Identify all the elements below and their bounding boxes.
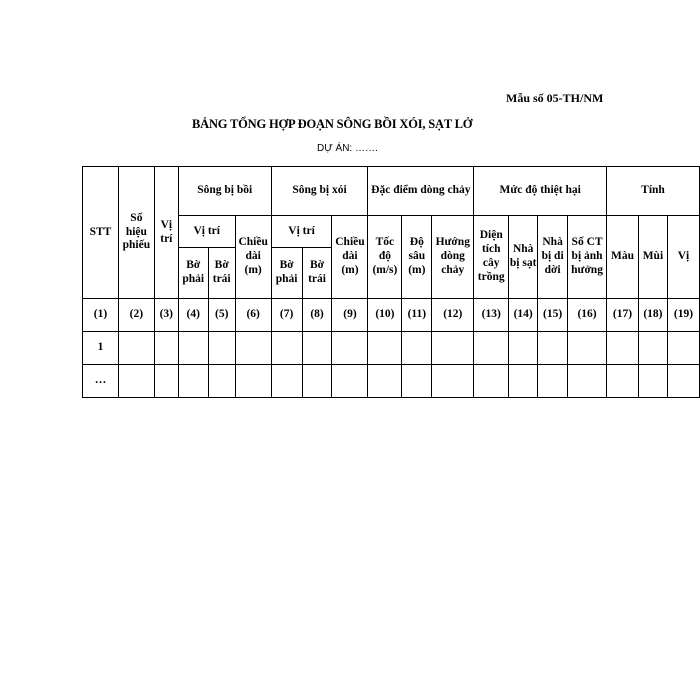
table-cell[interactable] <box>538 332 568 365</box>
col-number: (17) <box>607 299 639 332</box>
header-boi-bo-trai: Bờ trái <box>208 248 235 299</box>
col-number: (13) <box>474 299 509 332</box>
header-boi-chieu-dai: Chiều dài (m) <box>235 216 271 299</box>
col-number: (16) <box>568 299 607 332</box>
table-cell[interactable] <box>235 365 271 398</box>
table-row <box>83 332 700 365</box>
table-cell[interactable] <box>607 332 639 365</box>
table-row <box>83 365 700 398</box>
header-so-ct-anh-huong: Số CT bị ảnh hưởng <box>568 216 607 299</box>
col-number: (11) <box>402 299 432 332</box>
col-number: (8) <box>302 299 332 332</box>
page-title: BẢNG TỔNG HỢP ĐOẠN SÔNG BỒI XÓI, SẠT LỞ <box>192 117 473 131</box>
header-huong-dong-chay: Hướng dòng chảy <box>432 216 474 299</box>
table-cell[interactable] <box>538 365 568 398</box>
col-number: (7) <box>271 299 302 332</box>
header-xoi-bo-phai: Bờ phải <box>271 248 302 299</box>
table-cell[interactable] <box>402 365 432 398</box>
table-cell[interactable] <box>178 332 208 365</box>
header-song-bi-boi: Sông bị bồi <box>178 167 271 216</box>
header-stt: STT <box>83 167 119 299</box>
header-so-hieu-phieu: Số hiệu phiếu <box>118 167 154 299</box>
header-dac-diem-dong-chay: Đặc điểm dòng chảy <box>368 167 474 216</box>
header-xoi-chieu-dai: Chiều dài (m) <box>332 216 368 299</box>
table-cell[interactable] <box>509 332 538 365</box>
col-number: (5) <box>208 299 235 332</box>
header-tinh: Tính <box>607 167 700 216</box>
header-do-sau: Độ sâu (m) <box>402 216 432 299</box>
table-cell[interactable] <box>178 365 208 398</box>
table-cell[interactable] <box>332 365 368 398</box>
header-boi-bo-phai: Bờ phải <box>178 248 208 299</box>
table-cell[interactable] <box>302 365 332 398</box>
table-cell[interactable] <box>667 365 699 398</box>
table-cell[interactable] <box>118 332 154 365</box>
row-stt: … <box>83 365 119 398</box>
table-cell[interactable] <box>432 365 474 398</box>
table-cell[interactable] <box>607 365 639 398</box>
header-muc-do-thiet-hai: Mức độ thiệt hại <box>474 167 607 216</box>
header-mui: Mùi <box>638 216 667 299</box>
header-toc-do: Tốc độ (m/s) <box>368 216 402 299</box>
header-boi-vi-tri: Vị trí <box>178 216 235 248</box>
col-number: (18) <box>638 299 667 332</box>
header-vi: Vị <box>667 216 699 299</box>
header-vi-tri: Vị trí <box>154 167 178 299</box>
table-cell[interactable] <box>368 365 402 398</box>
form-code: Mẫu số 05-TH/NM <box>506 91 604 105</box>
table-cell[interactable] <box>638 365 667 398</box>
header-dien-tich-cay-trong: Diện tích cây trồng <box>474 216 509 299</box>
project-label: DỰ ÁN: ……. <box>317 143 378 154</box>
header-mau: Màu <box>607 216 639 299</box>
col-number: (9) <box>332 299 368 332</box>
table-cell[interactable] <box>568 365 607 398</box>
row-stt: 1 <box>83 332 119 365</box>
col-number: (4) <box>178 299 208 332</box>
header-xoi-vi-tri: Vị trí <box>271 216 332 248</box>
table-cell[interactable] <box>154 365 178 398</box>
header-song-bi-xoi: Sông bị xói <box>271 167 368 216</box>
table-cell[interactable] <box>402 332 432 365</box>
col-number: (3) <box>154 299 178 332</box>
col-number: (15) <box>538 299 568 332</box>
table-cell[interactable] <box>568 332 607 365</box>
summary-table <box>82 166 700 398</box>
col-number: (19) <box>667 299 699 332</box>
table-cell[interactable] <box>638 332 667 365</box>
col-number: (14) <box>509 299 538 332</box>
header-xoi-bo-trai: Bờ trái <box>302 248 332 299</box>
table-cell[interactable] <box>667 332 699 365</box>
table-cell[interactable] <box>474 365 509 398</box>
table-cell[interactable] <box>509 365 538 398</box>
table-cell[interactable] <box>432 332 474 365</box>
col-number: (12) <box>432 299 474 332</box>
table-cell[interactable] <box>235 332 271 365</box>
col-number: (10) <box>368 299 402 332</box>
table-cell[interactable] <box>118 365 154 398</box>
table-cell[interactable] <box>302 332 332 365</box>
col-number: (6) <box>235 299 271 332</box>
col-number: (2) <box>118 299 154 332</box>
header-nha-bi-di-doi: Nhà bị di dời <box>538 216 568 299</box>
header-nha-bi-sat: Nhà bị sạt <box>509 216 538 299</box>
table-cell[interactable] <box>271 332 302 365</box>
table-cell[interactable] <box>271 365 302 398</box>
table-cell[interactable] <box>332 332 368 365</box>
table-cell[interactable] <box>368 332 402 365</box>
table-cell[interactable] <box>154 332 178 365</box>
table-cell[interactable] <box>208 365 235 398</box>
summary-table-container <box>82 166 700 402</box>
table-cell[interactable] <box>208 332 235 365</box>
col-number: (1) <box>83 299 119 332</box>
table-cell[interactable] <box>474 332 509 365</box>
